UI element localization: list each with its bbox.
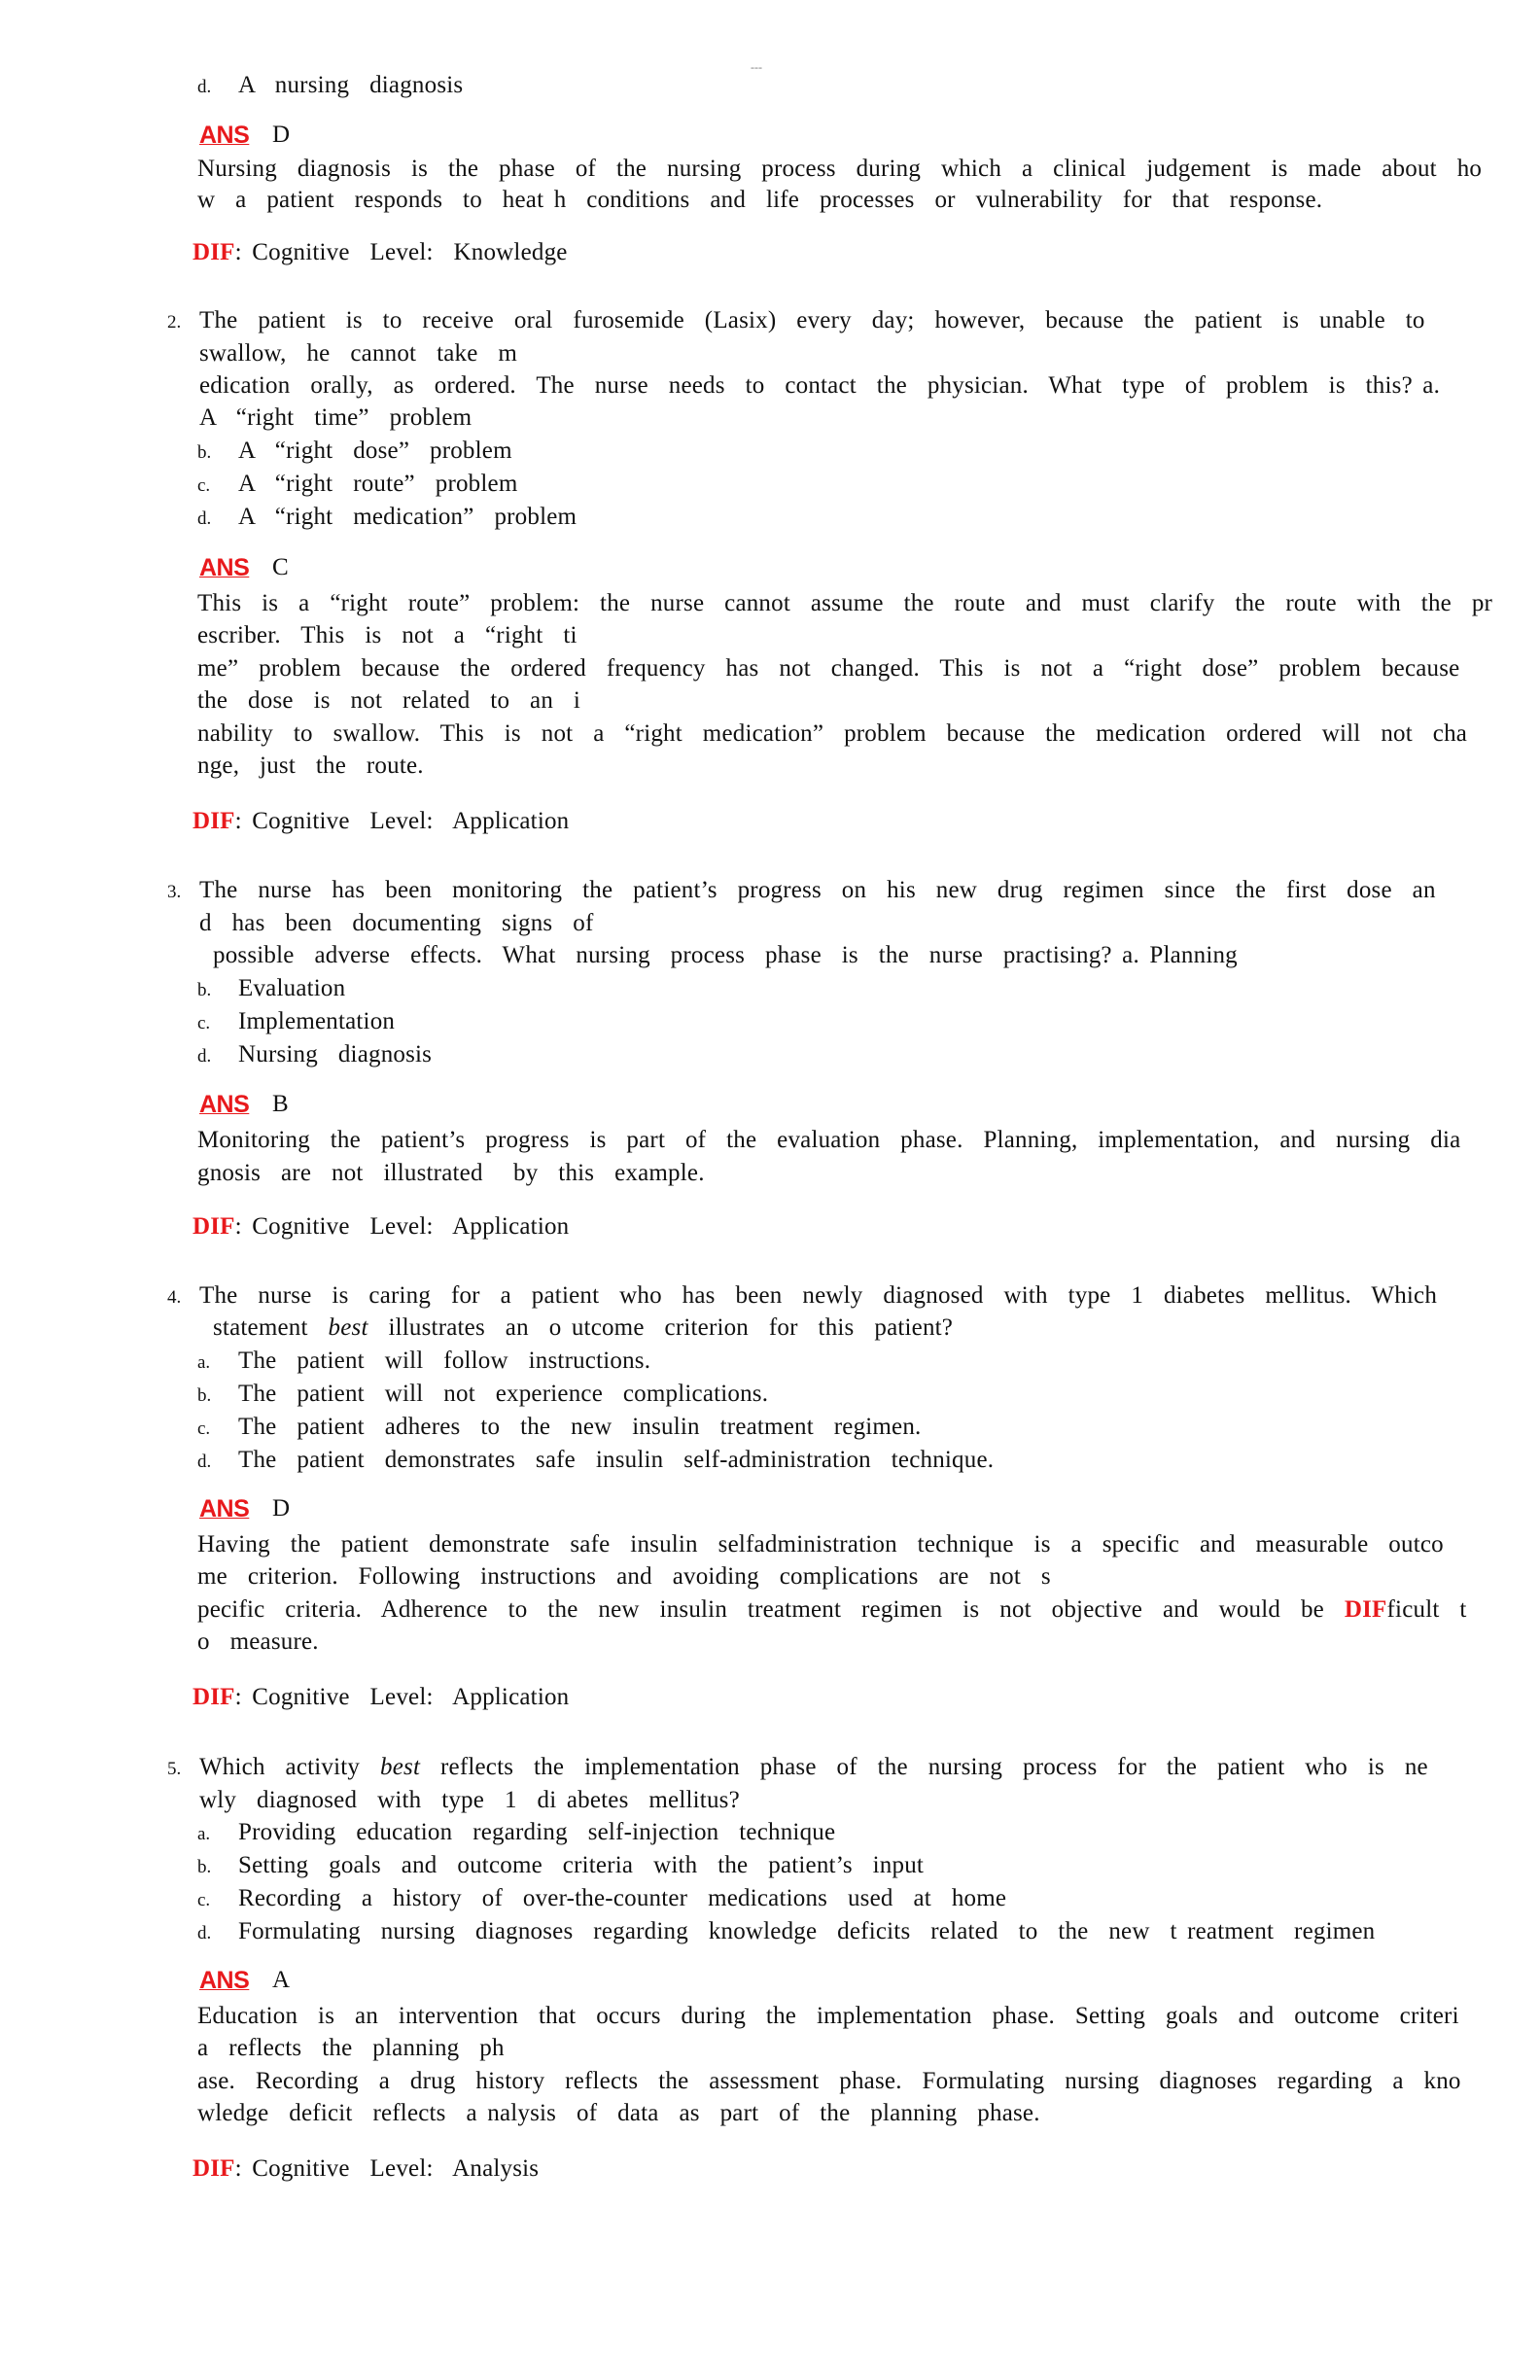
dif-label: DIF	[192, 1213, 235, 1240]
stem-emphasis: best	[328, 1314, 368, 1341]
option-text: Recording a history of over-the-counter medications used at home	[238, 1885, 1007, 1911]
dif-label: DIF	[192, 239, 235, 265]
question-stem-line: The nurse is caring for a patient who has been newly diagnosed with type 1 diabetes mellitus. Which	[199, 1282, 1438, 1309]
option-label: a.	[197, 1824, 211, 1844]
answer-label: ANS	[199, 1091, 250, 1118]
answer-label: ANS	[199, 1495, 250, 1522]
option-text: Evaluation	[238, 975, 346, 1001]
answer-value: D	[272, 1495, 291, 1522]
option-text: A nursing diagnosis	[238, 72, 464, 98]
question-number: 4.	[167, 1287, 182, 1308]
rationale-line: w a patient responds to heat h conditions and life processes or vulnerability for that response.	[197, 187, 1323, 213]
question-stem-line: The patient is to receive oral furosemide (Lasix) every day; however, because the patient is unable to	[199, 307, 1425, 333]
rationale-line: ase. Recording a drug history reflects the assessment phase. Formulating nursing diagnoses regarding a kno	[197, 2068, 1461, 2094]
option-label: a.	[197, 1352, 211, 1373]
answer-value: A	[272, 1967, 291, 1993]
rationale-line: o measure.	[197, 1628, 319, 1655]
rationale-line: Having the patient demonstrate safe insulin selfadministration technique is a specific and measurable outco	[197, 1531, 1444, 1558]
option-label: b.	[197, 1857, 212, 1877]
difficulty-line	[192, 1211, 569, 1242]
option-text: Formulating nursing diagnoses regarding knowledge deficits related to the new t reatment regimen	[238, 1918, 1376, 1944]
rationale-line: nability to swallow. This is not a “right medication” problem because the medication ordered will not cha	[197, 720, 1468, 747]
rationale-line: Monitoring the patient’s progress is part of the evaluation phase. Planning, implementation, and nursing dia	[197, 1127, 1461, 1153]
option-text: The patient demonstrates safe insulin self-administration technique.	[238, 1447, 995, 1473]
option-label: d.	[197, 77, 212, 97]
question-stem-line	[213, 1312, 953, 1344]
stem-text: illustrates an o utcome criterion for this patient?	[368, 1314, 954, 1341]
rationale-line: a reflects the planning ph	[197, 2035, 505, 2061]
question-stem-line: possible adverse effects. What nursing process phase is the nurse practising? a. Planning	[213, 942, 1238, 968]
rationale-line	[197, 1594, 1467, 1626]
rationale-line: me” problem because the ordered frequency has not changed. This is not a “right dose” problem because	[197, 655, 1460, 682]
option-text: A “right medication” problem	[238, 504, 578, 530]
dif-text: : Cognitive Level: Analysis	[234, 2155, 540, 2182]
option-label: b.	[197, 980, 212, 1000]
rationale-line: This is a “right route” problem: the nurse cannot assume the route and must clarify the route with the pr	[197, 590, 1493, 616]
dif-highlight: DIF	[1344, 1596, 1387, 1623]
option-label: d.	[197, 1046, 212, 1067]
question-stem-line: d has been documenting signs of	[199, 910, 594, 936]
difficulty-line	[192, 1682, 569, 1713]
option-text: The patient adheres to the new insulin treatment regimen.	[238, 1414, 922, 1440]
option-label: c.	[197, 1890, 211, 1910]
difficulty-line	[192, 2153, 539, 2185]
option-label: d.	[197, 1452, 212, 1472]
stem-text: Which activity	[199, 1754, 381, 1780]
dif-text: : Cognitive Level: Knowledge	[234, 239, 568, 265]
rationale-text: pecific criteria. Adherence to the new insulin treatment regimen is not objective and would be	[197, 1596, 1345, 1623]
rationale-line: the dose is not related to an i	[197, 687, 581, 714]
option-text: The patient will not experience complications.	[238, 1381, 769, 1407]
dif-label: DIF	[192, 2155, 235, 2182]
question-stem-line: wly diagnosed with type 1 di abetes mellitus?	[199, 1787, 740, 1813]
question-number: 5.	[167, 1759, 182, 1779]
dif-text: : Cognitive Level: Application	[234, 1213, 570, 1240]
difficulty-line	[192, 806, 569, 837]
answer-value: B	[272, 1091, 289, 1117]
dif-label: DIF	[192, 808, 235, 834]
rationale-line: Education is an intervention that occurs during the implementation phase. Setting goals and outcome criteri	[197, 2003, 1459, 2029]
rationale-text: ficult t	[1386, 1596, 1467, 1623]
option-label: b.	[197, 1385, 212, 1406]
question-stem-line: The nurse has been monitoring the patient’s progress on his new drug regimen since the first dose an	[199, 877, 1436, 903]
stem-emphasis: best	[380, 1754, 421, 1780]
option-text: Implementation	[238, 1008, 396, 1034]
dif-label: DIF	[192, 1684, 235, 1710]
option-label: c.	[197, 1418, 211, 1439]
stem-text: reflects the implementation phase of the nursing process for the patient who is ne	[420, 1754, 1428, 1780]
question-stem-line: A “right time” problem	[199, 404, 472, 431]
option-text: Setting goals and outcome criteria with the patient’s input	[238, 1852, 925, 1878]
option-text: The patient will follow instructions.	[238, 1348, 651, 1374]
header-mark: ---	[751, 60, 762, 74]
rationale-line: gnosis are not illustrated by this example.	[197, 1160, 705, 1186]
rationale-line: escriber. This is not a “right ti	[197, 622, 578, 648]
answer-label: ANS	[199, 1967, 250, 1994]
question-stem-line	[199, 1752, 1428, 1783]
answer-label: ANS	[199, 122, 250, 149]
rationale-line: me criterion. Following instructions and avoiding complications are not s	[197, 1563, 1051, 1590]
rationale-line: Nursing diagnosis is the phase of the nursing process during which a clinical judgement is made about ho	[197, 156, 1483, 182]
option-label: c.	[197, 1013, 211, 1033]
rationale-line: nge, just the route.	[197, 752, 424, 779]
option-label: b.	[197, 442, 212, 463]
question-stem-line: edication orally, as ordered. The nurse needs to contact the physician. What type of problem is this? a.	[199, 372, 1441, 399]
stem-text: statement	[213, 1314, 329, 1341]
answer-label: ANS	[199, 554, 250, 581]
option-text: A “right route” problem	[238, 471, 518, 497]
option-label: d.	[197, 508, 212, 529]
option-text: Providing education regarding self-injection technique	[238, 1819, 836, 1845]
dif-text: : Cognitive Level: Application	[234, 1684, 570, 1710]
rationale-line: wledge deficit reflects a nalysis of data as part of the planning phase.	[197, 2100, 1040, 2126]
option-text: A “right dose” problem	[238, 438, 512, 464]
option-label: d.	[197, 1923, 212, 1943]
option-label: c.	[197, 475, 211, 496]
question-number: 2.	[167, 312, 182, 332]
difficulty-line	[192, 237, 568, 268]
question-number: 3.	[167, 882, 182, 902]
answer-value: D	[272, 122, 291, 148]
option-text: Nursing diagnosis	[238, 1041, 433, 1068]
dif-text: : Cognitive Level: Application	[234, 808, 570, 834]
question-stem-line: swallow, he cannot take m	[199, 340, 518, 367]
answer-value: C	[272, 554, 289, 580]
